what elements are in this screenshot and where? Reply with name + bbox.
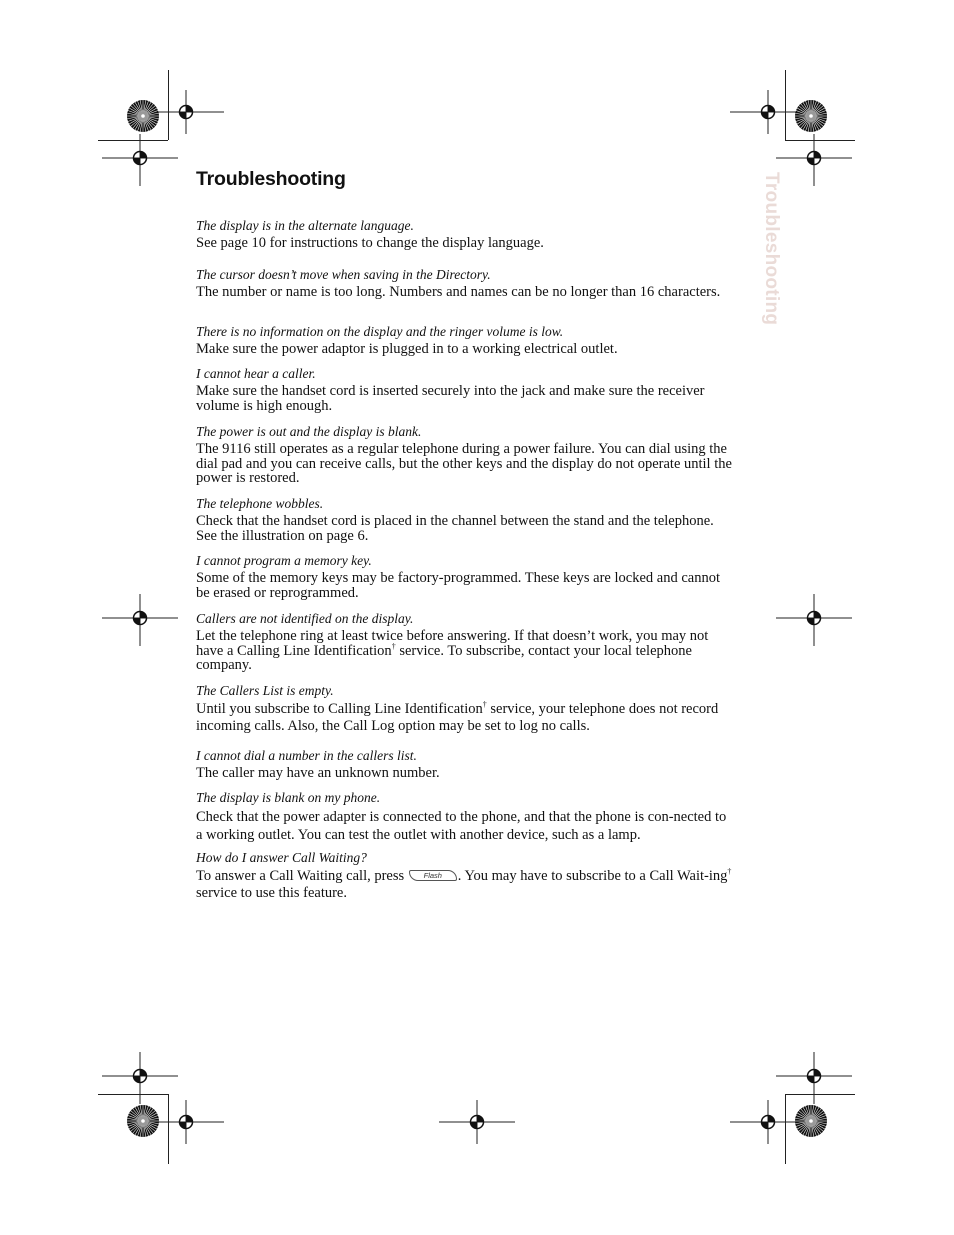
registration-target-icon (774, 590, 854, 650)
registration-target-icon (774, 130, 854, 190)
faq-answer: Check that the power adapter is connected to the phone, and that the phone is con-nected to a working outlet. You can test the outlet with another device, such as a lamp. (196, 809, 727, 843)
star-target-icon (126, 1104, 160, 1138)
faq-question: I cannot program a memory key. (196, 553, 372, 568)
dagger-footnote-mark: † (482, 700, 487, 709)
answer-text: To answer a Call Waiting call, press (196, 868, 408, 884)
faq-item (196, 790, 736, 844)
faq-answer: See page 10 for instructions to change the display language. (196, 235, 544, 251)
faq-item (196, 218, 736, 251)
dagger-footnote-mark: † (391, 641, 396, 651)
faq-question: The cursor doesn’t move when saving in the Directory. (196, 267, 491, 282)
faq-item (196, 611, 736, 673)
faq-question: The power is out and the display is blank. (196, 424, 422, 439)
faq-answer: The 9116 still operates as a regular telephone during a power failure. You can dial using the dial pad and you can receive calls, but the other keys and the display do not operate until the power is restored. (196, 441, 732, 486)
faq-question: The display is blank on my phone. (196, 790, 381, 805)
page-title: Troubleshooting (196, 168, 346, 190)
answer-text: service. To subscribe, contact your local telephone company. (196, 642, 692, 673)
faq-answer (196, 701, 736, 735)
faq-question: I cannot dial a number in the callers list. (196, 748, 417, 763)
faq-item (196, 267, 736, 300)
star-target-icon (794, 99, 828, 133)
faq-item (196, 496, 736, 543)
faq-item (196, 424, 736, 486)
flash-key-icon: Flash (409, 870, 457, 881)
faq-question: There is no information on the display and the ringer volume is low. (196, 324, 564, 339)
faq-item (196, 324, 736, 357)
faq-item (196, 748, 736, 781)
faq-answer (196, 868, 736, 902)
registration-target-icon (100, 130, 180, 190)
section-side-tab: Troubleshooting (761, 172, 782, 326)
faq-answer (196, 629, 736, 673)
faq-answer: Check that the handset cord is placed in the channel between the stand and the telephone. See the illustration on page 6. (196, 513, 714, 544)
faq-question: How do I answer Call Waiting? (196, 850, 367, 865)
faq-answer: The caller may have an unknown number. (196, 765, 440, 781)
faq-question: The Callers List is empty. (196, 683, 334, 698)
faq-question: The telephone wobbles. (196, 496, 324, 511)
faq-question: I cannot hear a caller. (196, 366, 316, 381)
faq-question: Callers are not identified on the display. (196, 611, 414, 626)
dagger-footnote-mark: † (727, 867, 732, 876)
faq-answer: Make sure the handset cord is inserted securely into the jack and make sure the receiver volume is high enough. (196, 383, 705, 414)
faq-item (196, 366, 736, 413)
answer-text: Until you subscribe to Calling Line Identification (196, 701, 483, 717)
answer-text: Let the telephone ring at least twice before answering. If that doesn’t work, you may not have a Calling Line Identification (196, 628, 709, 659)
faq-item (196, 553, 736, 600)
registration-target-icon (437, 1096, 517, 1156)
star-target-icon (794, 1104, 828, 1138)
faq-item (196, 683, 736, 735)
faq-answer: Make sure the power adaptor is plugged in to a working electrical outlet. (196, 341, 618, 357)
star-target-icon (126, 99, 160, 133)
answer-text: service to use this feature. (196, 885, 347, 901)
faq-answer: Some of the memory keys may be factory-programmed. These keys are locked and cannot be erased or reprogrammed. (196, 570, 720, 601)
faq-item (196, 850, 736, 902)
registration-target-icon (100, 590, 180, 650)
faq-question: The display is in the alternate language. (196, 218, 414, 233)
answer-text: . You may have to subscribe to a Call Wait-ing (457, 868, 728, 884)
answer-text: service, your telephone does not record incoming calls. Also, the Call Log option may be set to log no calls. (196, 701, 719, 734)
faq-answer: The number or name is too long. Numbers and names can be no longer than 16 characters. (196, 284, 721, 300)
